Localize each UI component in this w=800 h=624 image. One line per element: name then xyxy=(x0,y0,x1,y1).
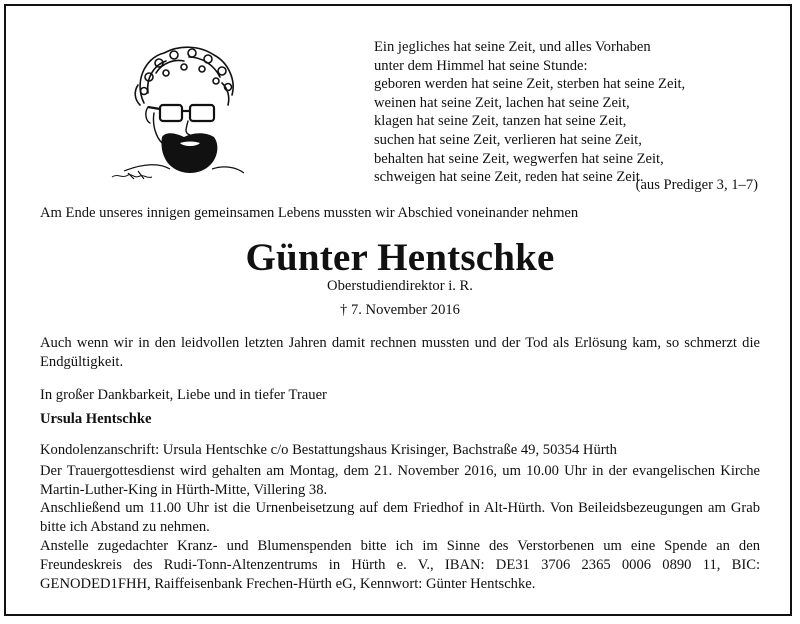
poem-line: unter dem Himmel hat seine Stunde: xyxy=(374,57,588,74)
poem-line: klagen hat seine Zeit, tanzen hat seine Zeit, xyxy=(374,113,627,130)
intro-text: Am Ende unseres innigen gemeinsamen Lebens mussten wir Abschied voneinander nehmen xyxy=(40,205,579,221)
signer-name: Ursula Hentschke xyxy=(40,411,152,427)
deceased-name: Günter Hentschke xyxy=(245,236,555,279)
condolence-address: Kondolenzanschrift: Ursula Hentschke c/o Bestattungshaus Krisinger, Bachstraße 49, 50354 Hürth xyxy=(40,442,617,458)
poem-line: schweigen hat seine Zeit, reden hat seine Zeit. xyxy=(374,169,644,186)
portrait-sketch xyxy=(104,33,254,183)
service-info: Der Trauergottesdienst wird gehalten am Montag, dem 21. November 2016, um 10.00 Uhr in der evangelischen Kirche Martin-Luther-King in Hürth-Mitte, Villering 38. xyxy=(40,463,760,498)
poem-line: weinen hat seine Zeit, lachen hat seine Zeit, xyxy=(374,94,630,111)
burial-info: Anschließend um 11.00 Uhr ist die Urnenbeisetzung auf dem Friedhof in Alt-Hürth. Von Beileidsbezeugungen am Grab bitte ich Abstand zu nehmen. xyxy=(40,500,760,535)
poem-line: Ein jegliches hat seine Zeit, und alles Vorhaben xyxy=(374,39,651,55)
death-date: † 7. November 2016 xyxy=(340,302,460,318)
paragraph-finality: Auch wenn wir in den leidvollen letzten Jahren damit rechnen mussten und der Tod als Erlösung kam, so schmerzt die Endgültigkeit. xyxy=(40,335,760,370)
donation-info: Anstelle zugedachter Kranz- und Blumenspenden bitte ich im Sinne des Verstorbenen um eine Spende an den Freundeskreis des Rudi-Tonn-Altenzentrums in Hürth e. V., IBAN: DE31 3706 2365 0006 0890 11, BIC: GENODED1FHH, Raiffeisenbank Frechen-Hürth eG, Kennwort: Günter Hentschke. xyxy=(40,538,760,592)
grief-line: In großer Dankbarkeit, Liebe und in tiefer Trauer xyxy=(40,387,327,403)
poem-source: (aus Prediger 3, 1–7) xyxy=(635,177,758,193)
poem-line: geboren werden hat seine Zeit, sterben hat seine Zeit, xyxy=(374,76,686,93)
poem-line: behalten hat seine Zeit, wegwerfen hat seine Zeit, xyxy=(374,150,664,167)
deceased-title: Oberstudiendirektor i. R. xyxy=(327,278,473,294)
poem-line: suchen hat seine Zeit, verlieren hat seine Zeit, xyxy=(374,131,642,148)
scripture-poem xyxy=(374,38,754,187)
